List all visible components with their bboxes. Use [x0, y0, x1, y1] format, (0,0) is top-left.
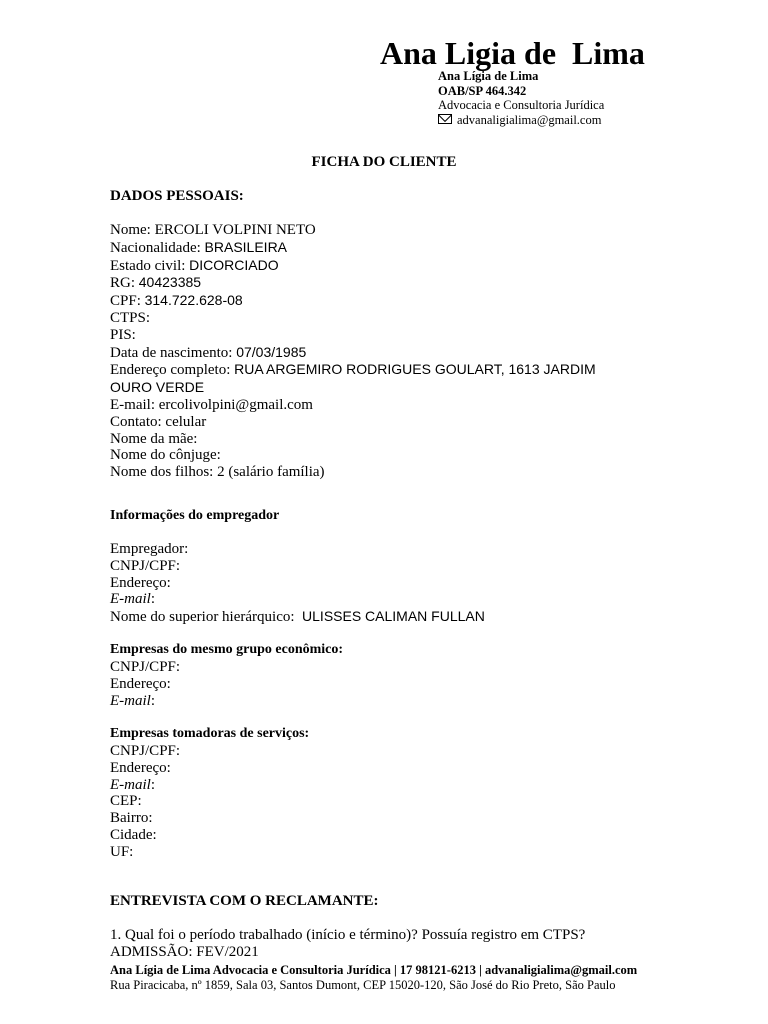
field-name: Nome: ERCOLI VOLPINI NETO [110, 222, 316, 238]
employer-address: Endereço: [110, 574, 171, 591]
employer-superior: Nome do superior hierárquico: ULISSES CALIMAN FULLAN [110, 608, 485, 626]
employer-email: E-mail: [110, 591, 155, 608]
contractors-data [110, 743, 180, 861]
field-ctps: CTPS: [110, 309, 151, 326]
field-rg: RG: 40423385 [110, 274, 202, 292]
page-footer [110, 963, 637, 992]
field-spouse: Nome do cônjuge: [110, 447, 221, 464]
letterhead-name-large: Ana Ligia de Lima [380, 35, 645, 71]
employer-cnpj: CNPJ/CPF: [110, 557, 181, 574]
group-data [110, 659, 180, 709]
interview-question-1: 1. Qual foi o período trabalhado (início e término)? Possuía registro em CTPS? [110, 927, 586, 943]
field-mother: Nome da mãe: [110, 430, 198, 447]
envelope-icon [438, 114, 452, 124]
group-heading: Empresas do mesmo grupo econômico: [110, 642, 344, 657]
personal-heading: DADOS PESSOAIS: [110, 188, 244, 204]
employer-data [110, 541, 485, 626]
group-address: Endereço: [110, 675, 171, 692]
interview-answer-1: ADMISSÃO: FEV/2021 [110, 943, 259, 960]
contractors-cnpj: CNPJ/CPF: [110, 743, 181, 759]
field-cpf: CPF: 314.722.628-08 [110, 292, 243, 310]
field-birth: Data de nascimento: 07/03/1985 [110, 343, 307, 361]
contractors-state: UF: [110, 843, 134, 860]
employer-field: Empregador: [110, 541, 189, 557]
interview-heading: ENTREVISTA COM O RECLAMANTE: [110, 893, 379, 909]
group-cnpj: CNPJ/CPF: [110, 659, 181, 675]
field-civil-status: Estado civil: DICORCIADO [110, 256, 279, 274]
footer-contact: Ana Lígia de Lima Advocacia e Consultoria Jurídica | 17 98121-6213 | advanaligialima@gmail.com [110, 963, 638, 977]
group-email: E-mail: [110, 692, 155, 709]
contractors-cep: CEP: [110, 793, 142, 810]
personal-data [110, 222, 596, 481]
firm-name: Advocacia e Consultoria Jurídica [438, 98, 605, 112]
letterhead-email-text: advanaligialima@gmail.com [457, 112, 602, 127]
contractors-address: Endereço: [110, 759, 171, 776]
page-title: FICHA DO CLIENTE [311, 154, 457, 170]
employer-heading: Informações do empregador [110, 508, 280, 523]
field-address: Endereço completo: RUA ARGEMIRO RODRIGUES GOULART, 1613 JARDIM [110, 361, 596, 379]
footer-address: Rua Piracicaba, nº 1859, Sala 03, Santos Dumont, CEP 15020-120, São José do Rio Preto, São Paulo [110, 977, 616, 992]
lawyer-name: Ana Lígia de Lima [438, 69, 539, 83]
contractors-district: Bairro: [110, 810, 153, 827]
contractors-email: E-mail: [110, 776, 155, 793]
letterhead-email [438, 113, 604, 128]
field-contact: Contato: celular [110, 413, 207, 430]
interview-data [110, 927, 585, 961]
field-email: E-mail: ercolivolpini@gmail.com [110, 396, 313, 413]
field-nationality: Nacionalidade: BRASILEIRA [110, 238, 288, 256]
field-pis: PIS: [110, 326, 136, 343]
contractors-city: Cidade: [110, 826, 157, 843]
contractors-heading: Empresas tomadoras de serviços: [110, 726, 310, 741]
letterhead-details [438, 69, 604, 127]
field-children: Nome dos filhos: 2 (salário família) [110, 464, 325, 481]
field-address-cont: OURO VERDE [110, 379, 205, 396]
oab-number: OAB/SP 464.342 [438, 83, 527, 98]
